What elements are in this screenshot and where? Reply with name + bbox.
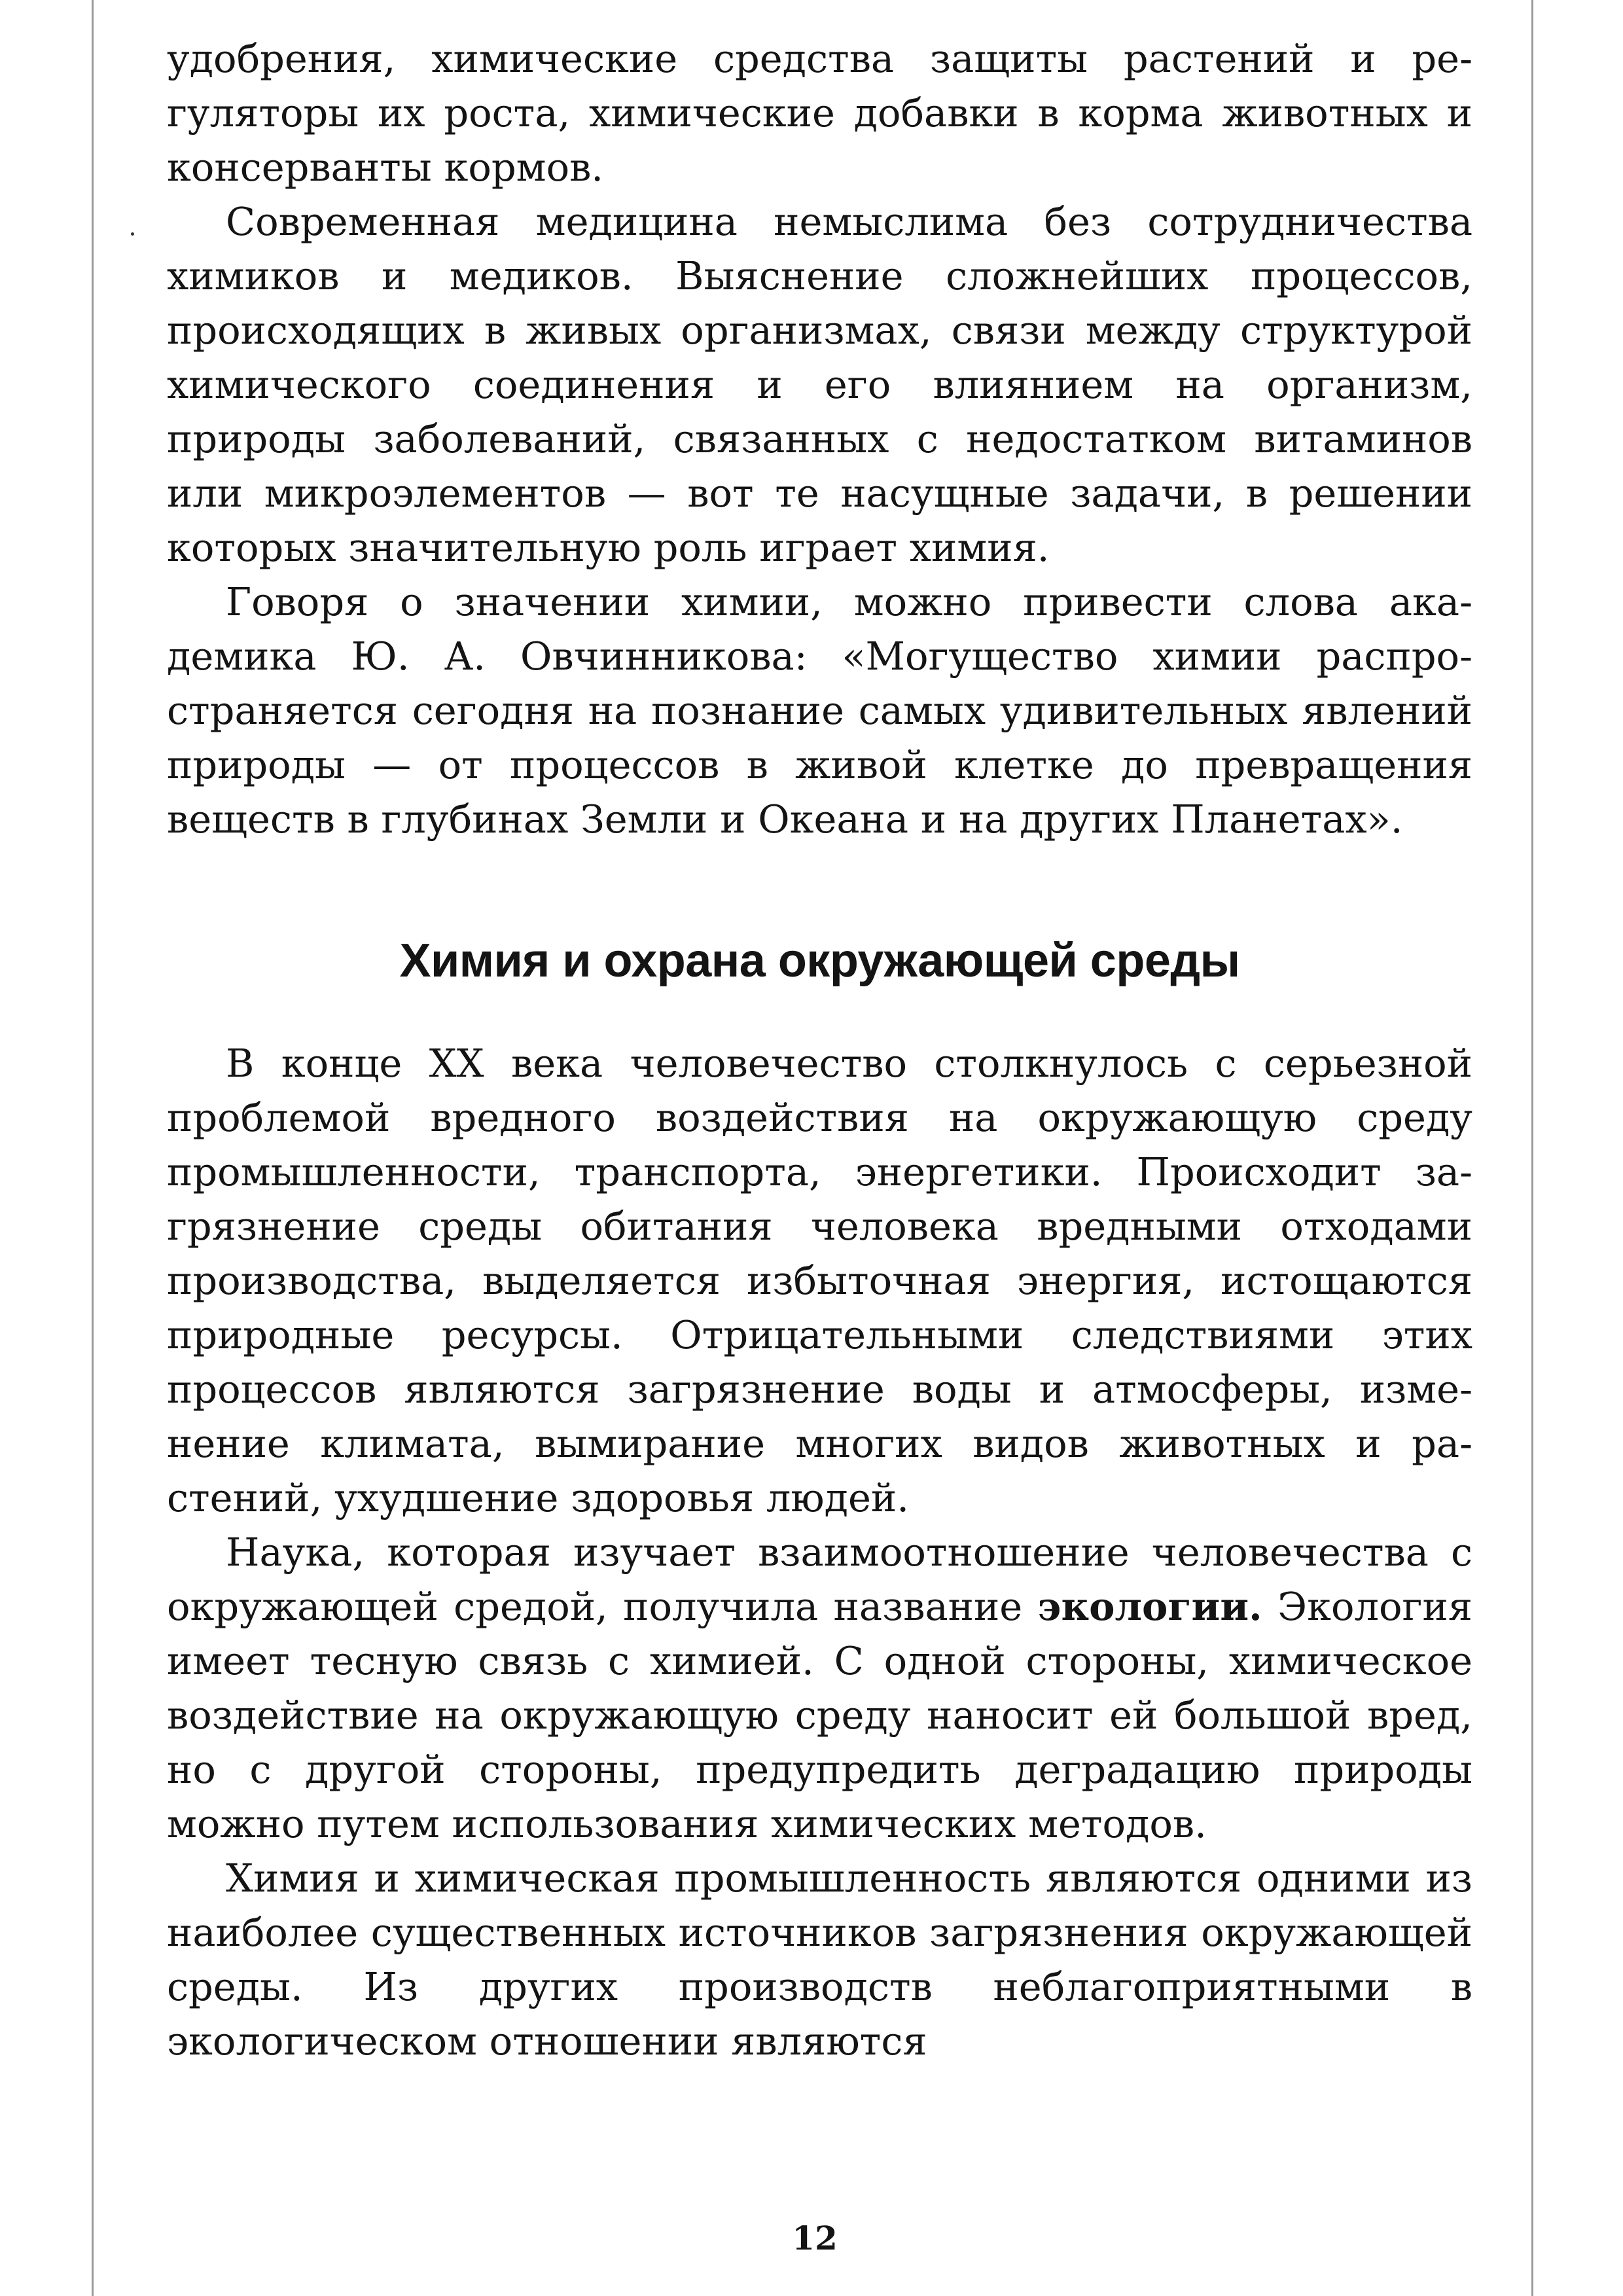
paragraph-ecology xyxy=(167,1525,1472,1851)
page-number: 12 xyxy=(792,2219,838,2257)
paragraph-continued: удобрения, химические средства защиты растений и регуляторы их роста, химические добавки в корма животных и консерванты кормов. xyxy=(167,36,1472,190)
paragraph-chemical-industry: Химия и химическая промышленность являются одними из наиболее существенных источников загрязнения окружающей среды. Из других производств неблагоприятными в экологическом отношении являются xyxy=(167,1856,1472,2064)
scan-speck xyxy=(131,232,134,236)
page-body xyxy=(167,31,1472,2068)
ecology-text-before: Наука, которая изучает взаимоотношение человечества с окружающей средой, получила название xyxy=(167,1530,1472,1629)
ecology-term: экологии. xyxy=(1037,1584,1262,1629)
section-title: Химия и охрана окружающей среды xyxy=(399,935,1240,987)
ecology-text-after: Экология имеет тесную связь с химией. С одной стороны, химическое воздействие на окружающую среду наносит ей большой вред, но с другой стороны, предупредить деградацию природы можно путем использования химических методов. xyxy=(167,1584,1472,1846)
paragraph-quote: Говоря о значении химии, можно привести слова академика Ю. А. Овчинникова: «Могущество химии распространяется сегодня на познание самых удивительных явлений природы — от процессов в живой клетке до превращения веществ в глубинах Земли и Океана и на других Планетах». xyxy=(167,579,1472,842)
page-border-right xyxy=(1531,0,1533,2296)
page-border-left xyxy=(92,0,94,2296)
paragraph-20th-century: В конце XX века человечество столкнулось с серьезной проблемой вредного воздействия на окружающую среду промышленности, транспорта, энергетики. Происходит загрязнение среды обитания человека вредными отходами производства, выделяется избыточная энергия, истощаются природные ресурсы. Отрицательными следствиями этих процессов являются загрязнение воды и атмосферы, изменение климата, вымирание многих видов животных и растений, ухудшение здоровья людей. xyxy=(167,1041,1472,1520)
paragraph-medicine: Современная медицина немыслима без сотрудничества химиков и медиков. Выяснение сложнейших процессов, происходящих в живых организмах, связи между структурой химического соединения и его влиянием на организм, природы заболеваний, связанных с недостатком витаминов или микроэлементов — вот те насущные задачи, в решении которых значительную роль играет химия. xyxy=(167,199,1472,570)
